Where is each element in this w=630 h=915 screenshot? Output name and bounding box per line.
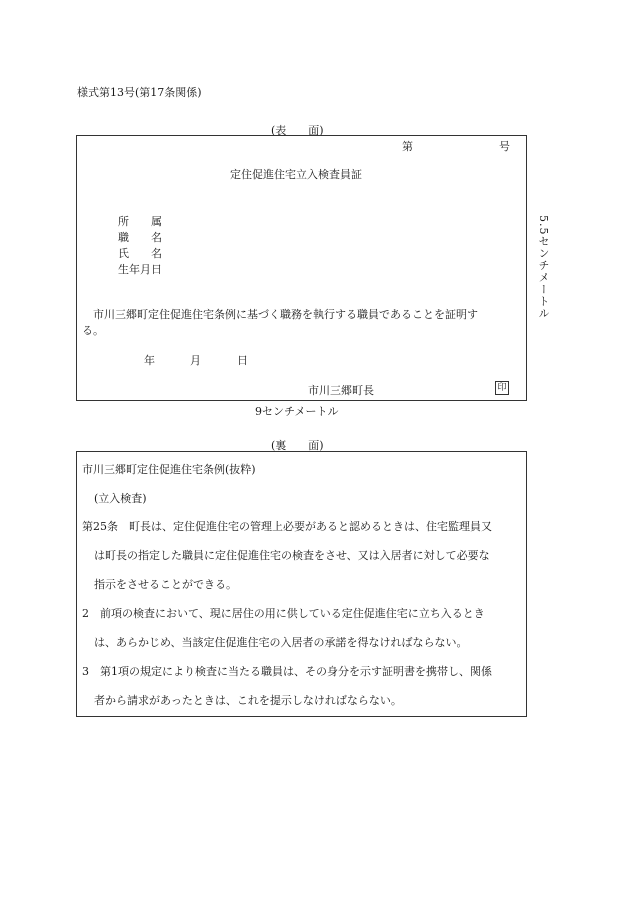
article-line: は町長の指定した職員に定住促進住宅の検査をさせ、又は入居者に対して必要な	[94, 549, 490, 562]
field-position: 職 名	[118, 231, 162, 244]
field-birthdate: 生年月日	[118, 263, 162, 276]
back-side-label: (裏 面)	[271, 439, 324, 452]
field-name: 氏 名	[118, 247, 162, 260]
width-dimension-label: 9センチメートル	[255, 405, 339, 418]
article-line: は、あらかじめ、当該定住促進住宅の入居者の承諾を得なければならない。	[94, 636, 468, 649]
form-number: 様式第13号(第17条関係)	[77, 86, 202, 99]
field-affiliation: 所 属	[118, 215, 162, 228]
height-dimension-label: 5.5センチメートル	[537, 215, 550, 320]
article-line: 指示をさせることができる。	[94, 578, 237, 591]
article-line: 第25条 町長は、定住促進住宅の管理上必要があると認めるときは、住宅監理員又	[82, 520, 492, 533]
seal-mark: 印	[495, 381, 509, 395]
article-line: 者から請求があったときは、これを提示しなければならない。	[94, 694, 402, 707]
certification-text-line2: る。	[82, 324, 104, 337]
ordinance-heading: 市川三郷町定住促進住宅条例(抜粋)	[82, 463, 256, 476]
date-month: 月	[190, 354, 201, 367]
article-line: 3 第1項の規定により検査に当たる職員は、その身分を示す証明書を携帯し、関係	[82, 665, 492, 678]
section-title: (立入検査)	[94, 492, 147, 505]
article-line: 2 前項の検査において、現に居住の用に供している定住促進住宅に立ち入るとき	[82, 607, 485, 620]
certificate-number-prefix: 第	[402, 140, 413, 153]
certification-text-line1: 市川三郷町定住促進住宅条例に基づく職務を執行する職員であることを証明す	[82, 308, 478, 321]
date-year: 年	[144, 354, 155, 367]
front-side-label: (表 面)	[271, 124, 324, 137]
date-day: 日	[237, 354, 248, 367]
issuer: 市川三郷町長	[308, 384, 374, 397]
certificate-number-suffix: 号	[499, 140, 510, 153]
card-title: 定住促進住宅立入検査員証	[230, 168, 362, 181]
